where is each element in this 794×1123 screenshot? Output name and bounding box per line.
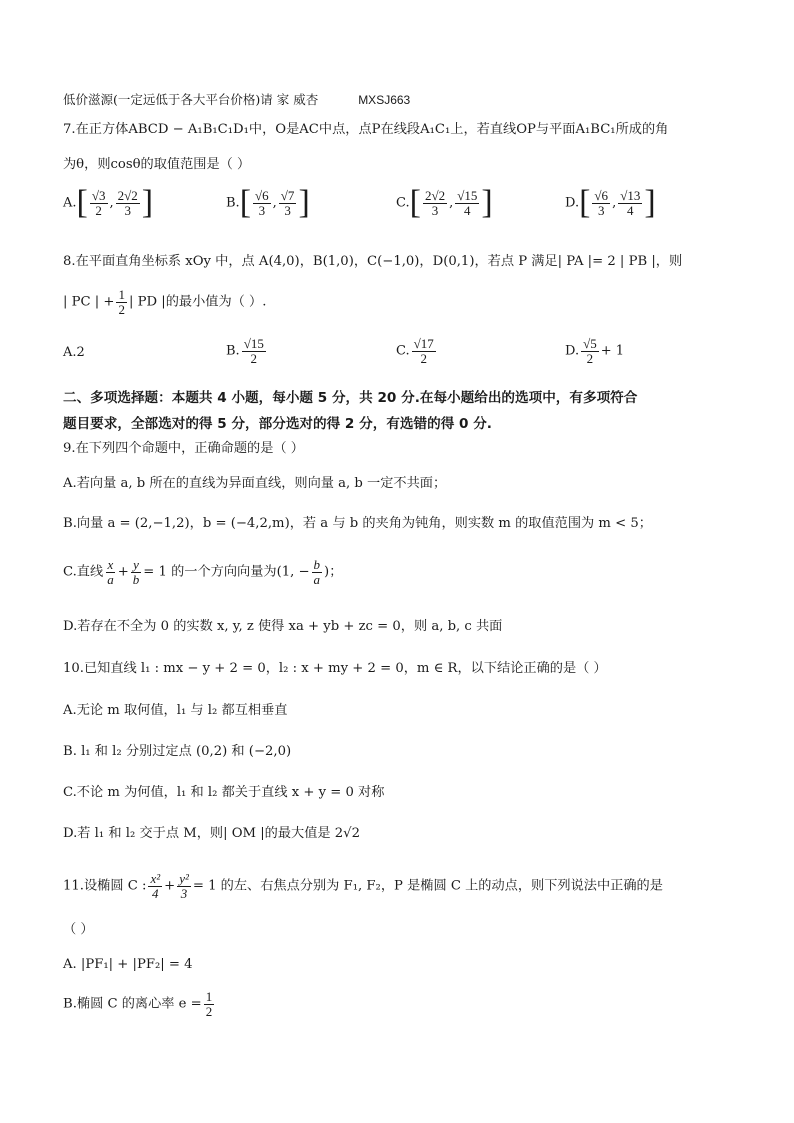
q8-option-d: D. $\frac{√5}{2}$ + 1 [565,336,625,366]
q8-stem-cont: | PC | + $\frac{1}{2}$ | PD |的最小值为（ ）. [63,287,267,317]
q9-option-d: D.若存在不全为 0 的实数 x, y, z 使得 xa + yb + zc = 0，则 a, b, c 共面 [63,619,503,634]
right-bracket-icon: ] [141,184,154,221]
header-note [63,92,410,107]
q10-stem: 10.已知直线 l₁ : mx − y + 2 = 0，l₂ : x + my + 2 = 0，m ∈ R，以下结论正确的是（ ） [63,661,607,676]
q7-stem-cont: 为θ，则cosθ的取值范围是（ ） [63,157,251,172]
q9-option-c: C.直线 $\frac{x}{a}$ + $\frac{y}{b}$ = 1 的一个方向向量为(1, − $\frac{b}{a}$ )； [63,557,343,587]
q9-option-a: A.若向量 a, b 所在的直线为异面直线，则向量 a, b 一定不共面； [63,476,447,491]
q10-option-a: A.无论 m 取何值，l₁ 与 l₂ 都互相垂直 [63,703,288,718]
q9-option-b: B.向量 a = (2,−1,2)，b = (−4,2,m)，若 a 与 b 的夹角为钝角，则实数 m 的取值范围为 m < 5； [63,516,652,531]
q9-stem: 9.在下列四个命题中，正确命题的是（ ） [63,441,304,456]
section-2-heading: 二、多项选择题：本题共 4 小题，每小题 5 分，共 20 分.在每小题给出的选项中，有多项符合 [63,390,638,406]
right-bracket-icon: ] [481,184,493,221]
right-bracket-icon: ] [644,184,656,221]
q11-stem-cont: （ ） [63,922,94,937]
q10-option-b: B. l₁ 和 l₂ 分别过定点 (0,2) 和 (−2,0) [63,744,292,759]
q7-stem: 7.在正方体ABCD − A₁B₁C₁D₁中，O是AC中点，点P在线段A₁C₁上，若直线OP与平面A₁BC₁所成的角 [63,122,669,137]
header-note-text: 低价滋源(一定远低于各大平台价格)请 家 威杏 [63,92,319,107]
left-bracket-icon: [ [409,184,421,221]
q11-option-a: A. |PF₁| + |PF₂| = 4 [63,957,193,972]
left-bracket-icon: [ [239,184,252,221]
q7-option-c: C.[ $\frac{2√2}{3}$ , $\frac{√15}{4}$ ] [396,184,493,221]
right-bracket-icon: ] [298,184,310,221]
q8-stem: 8.在平面直角坐标系 xOy 中，点 A(4,0)，B(1,0)，C(−1,0)，D(0,1)，若点 P 满足| PA |= 2 | PB |，则 [63,254,683,269]
left-bracket-icon: [ [579,184,591,221]
section-2-heading-cont: 题目要求，全部选对的得 5 分，部分选对的得 2 分，有选错的得 0 分. [63,416,492,432]
q10-option-c: C.不论 m 为何值，l₁ 和 l₂ 都关于直线 x + y = 0 对称 [63,785,385,800]
q7-option-b: B.[ $\frac{√6}{3}$ , $\frac{√7}{3}$ ] [226,184,310,221]
left-bracket-icon: [ [76,184,88,221]
q8-option-a: A.2 [63,345,85,360]
header-note-code: MXSJ663 [358,93,411,107]
q10-option-d: D.若 l₁ 和 l₂ 交于点 M，则| OM |的最大值是 2√2 [63,826,360,841]
q11-option-b: B.椭圆 C 的离心率 e = $\frac{1}{2}$ [63,989,213,1019]
q8-option-c: C. $\frac{√17}{2}$ [396,336,434,366]
q7-option-a: A.[ $\frac{√3}{2}$ , $\frac{2√2}{3}$ ] [63,184,154,221]
q7-option-d: D.[ $\frac{√6}{3}$ , $\frac{√13}{4}$ ] [565,184,656,221]
q11-stem: 11.设椭圆 C : $\frac{\text{x²}}{4}$ + $\frac{\text{y²}}{3}$ = 1 的左、右焦点分别为 F₁, F₂，P 是椭圆 C 上的动点，则下列说法中正确的是 [63,871,663,901]
q8-option-b: B. $\frac{√15}{2}$ [226,336,264,366]
